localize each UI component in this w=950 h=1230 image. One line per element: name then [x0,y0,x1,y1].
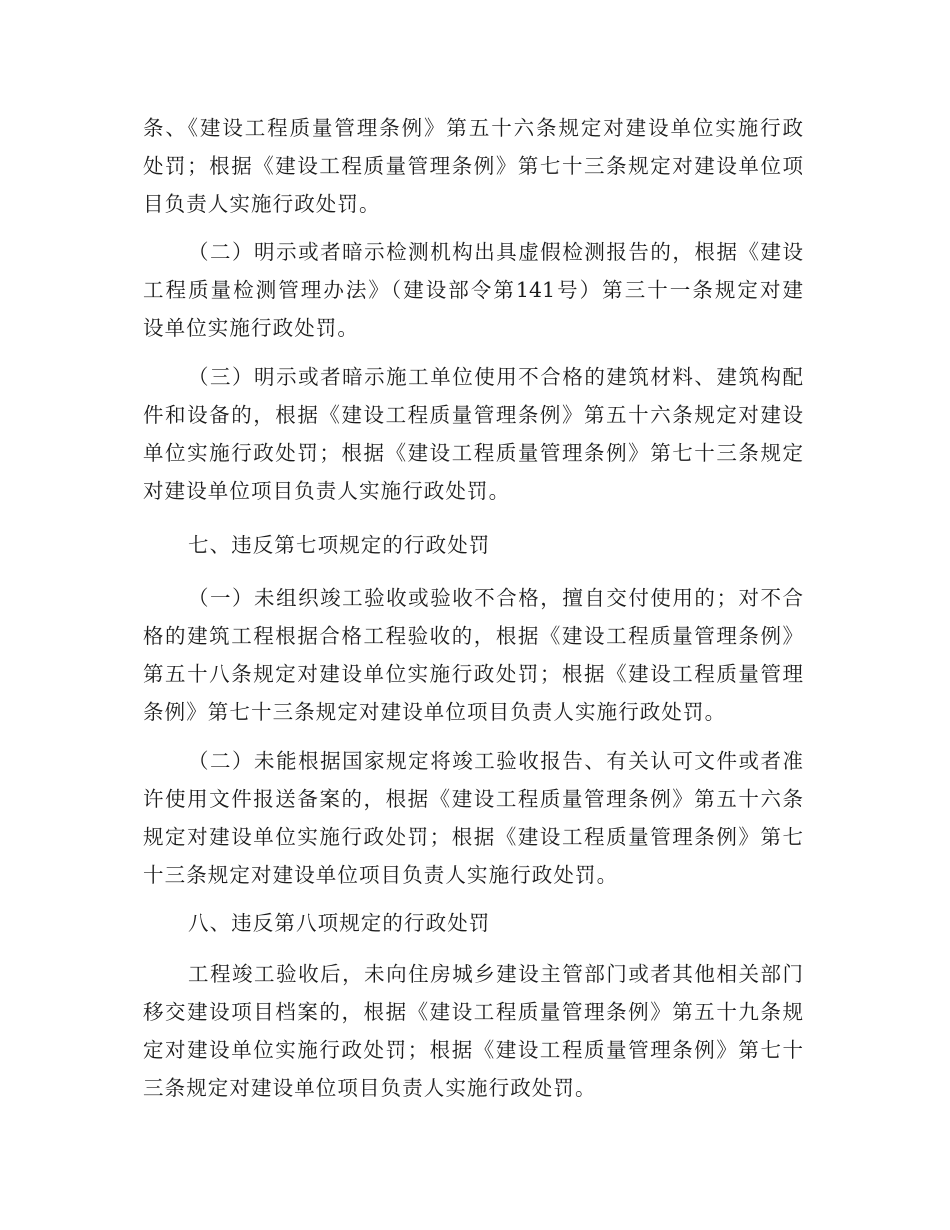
text-line: 许使用文件报送备案的，根据《建设工程质量管理条例》第五十六条 [143,787,803,811]
text-line: 第五十八条规定对建设单位实施行政处罚；根据《建设工程质量管理 [143,662,803,686]
text-line: 十三条规定对建设单位项目负责人实施行政处罚。 [143,863,619,887]
text-line: 工程质量检测管理办法》（建设部令第141号）第三十一条规定对建 [143,278,803,302]
text-line: 移交建设项目档案的，根据《建设工程质量管理条例》第五十九条规 [143,1000,803,1024]
text-line: （二）未能根据国家规定将竣工验收报告、有关认可文件或者准 [188,749,803,773]
section-heading: 七、违反第七项规定的行政处罚 [188,533,491,557]
text-line: 规定对建设单位实施行政处罚；根据《建设工程质量管理条例》第七 [143,825,803,849]
text-line: （三）明示或者暗示施工单位使用不合格的建筑材料、建筑构配 [188,365,803,389]
text-line: 格的建筑工程根据合格工程验收的，根据《建设工程质量管理条例》 [143,624,803,648]
text-line: 单位实施行政处罚；根据《建设工程质量管理条例》第七十三条规定 [143,441,803,465]
text-line: 件和设备的，根据《建设工程质量管理条例》第五十六条规定对建设 [143,403,803,427]
text-line: 处罚；根据《建设工程质量管理条例》第七十三条规定对建设单位项 [143,154,803,178]
text-line: 条、《建设工程质量管理条例》第五十六条规定对建设单位实施行政 [143,116,803,140]
text-line: 设单位实施行政处罚。 [143,316,359,340]
text-line: 条例》第七十三条规定对建设单位项目负责人实施行政处罚。 [143,700,727,724]
text-line: 定对建设单位实施行政处罚；根据《建设工程质量管理条例》第七十 [143,1038,803,1062]
section-heading: 八、违反第八项规定的行政处罚 [188,911,491,935]
text-line: 工程竣工验收后，未向住房城乡建设主管部门或者其他相关部门 [188,962,803,986]
text-line: 三条规定对建设单位项目负责人实施行政处罚。 [143,1076,597,1100]
text-line: 对建设单位项目负责人实施行政处罚。 [143,479,511,503]
text-line: 目负责人实施行政处罚。 [143,192,381,216]
text-line: （一）未组织竣工验收或验收不合格，擅自交付使用的；对不合 [188,586,803,610]
text-line: （二）明示或者暗示检测机构出具虚假检测报告的，根据《建设 [188,240,803,264]
